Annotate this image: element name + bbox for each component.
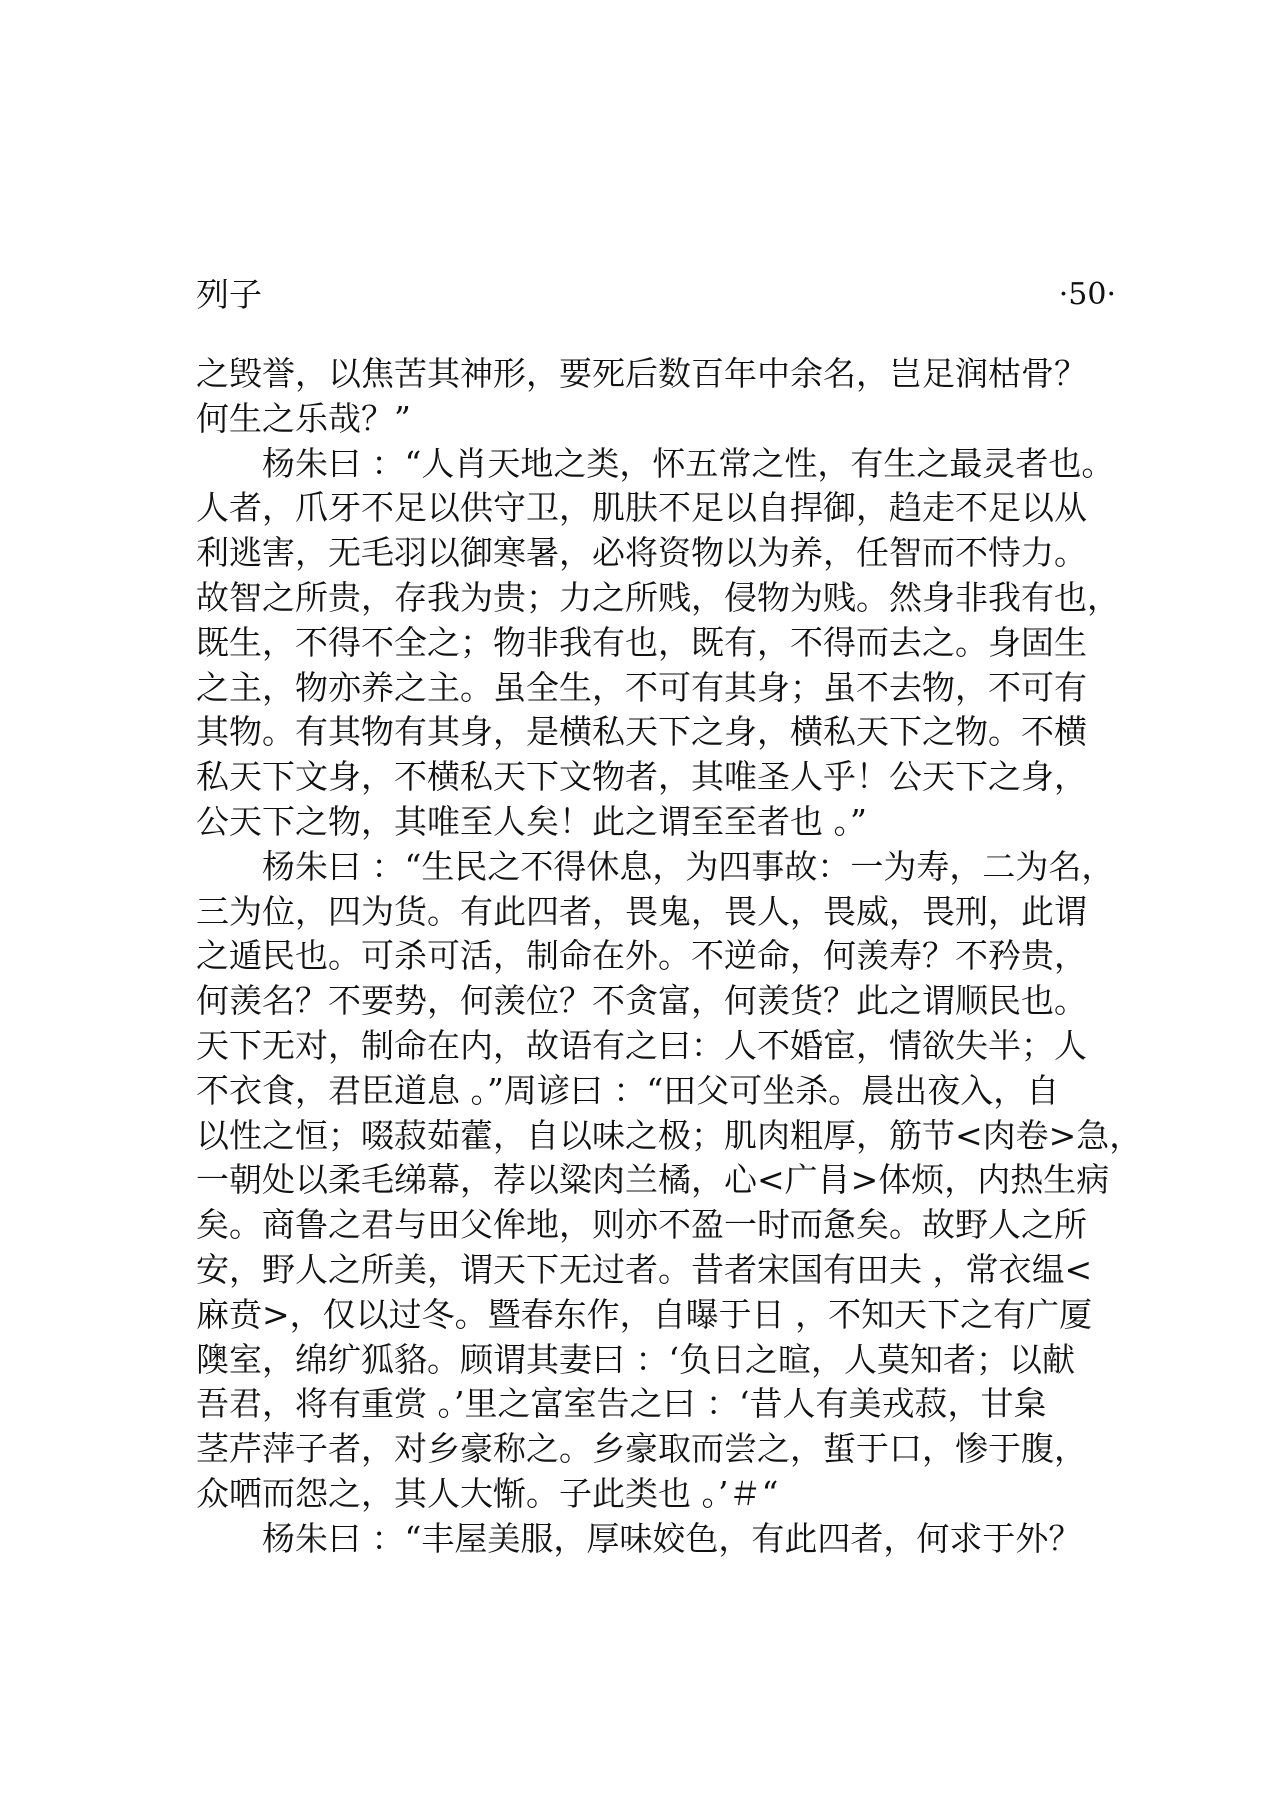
text-line: 众哂而怨之，其人大惭。子此类也 。’＃“: [196, 1473, 779, 1513]
text-line: 之遁民也。可杀可活，制命在外。不逆命，何羡寿？不矜贵，: [196, 936, 1087, 976]
text-line: 私天下文身，不横私天下文物者，其唯圣人乎！公天下之身，: [196, 757, 1087, 797]
text-line: 其物。有其物有其身，是横私天下之身，横私天下之物。不横: [196, 712, 1087, 752]
page-header: [196, 272, 1116, 318]
text-line: 安，野人之所美，谓天下无过者。昔者宋国有田夫 ，常衣缊<: [196, 1249, 1093, 1289]
book-title: 列子: [196, 275, 262, 314]
text-line: 人者，爪牙不足以供守卫，肌肤不足以自捍御，趋走不足以从: [196, 488, 1087, 528]
text-line: 麻贲>，仅以过冬。暨春东作，自曝于日 ，不知天下之有广厦: [196, 1294, 1093, 1334]
paragraph-start-line: 杨朱曰 ：“生民之不得休息，为四事故：一为寿，二为名，: [262, 846, 1115, 886]
text-line: 不衣食，君臣道息 。”周谚曰 ：“田父可坐杀。晨出夜入，自: [196, 1070, 1060, 1110]
text-line: 吾君，将有重赏 。’里之富室告之曰 ：‘昔人有美戎菽，甘枲: [196, 1384, 1047, 1424]
text-line: 矣。商鲁之君与田父侔地，则亦不盈一时而惫矣。故野人之所: [196, 1205, 1087, 1245]
text-line: 之毁誉，以焦苦其神形，要死后数百年中余名，岂足润枯骨？: [196, 354, 1087, 393]
text-line: 以性之恒；啜菽茹藿，自以味之极；肌肉粗厚，筋节<肉卷>急，: [196, 1115, 1143, 1155]
text-line: 之主，物亦养之主。虽全生，不可有其身；虽不去物，不可有: [196, 667, 1087, 707]
text-line: 一朝处以柔毛绨幕，荐以粱肉兰橘，心<广肙>体烦，内热生病: [196, 1160, 1110, 1200]
text-line: 利逃害，无毛羽以御寒暑，必将资物以为养，任智而不恃力。: [196, 533, 1087, 573]
text-line: 三为位，四为货。有此四者，畏鬼，畏人，畏威，畏刑，此谓: [196, 891, 1087, 931]
text-line: 既生，不得不全之；物非我有也，既有，不得而去之。身固生: [196, 622, 1087, 662]
paragraph-start-line: 杨朱曰 ：“丰屋美服，厚味姣色，有此四者，何求于外？: [262, 1518, 1082, 1558]
text-line: 故智之所贵，存我为贵；力之所贱，侵物为贱。然身非我有也，: [196, 577, 1120, 617]
text-line: 何生之乐哉？”: [196, 398, 411, 438]
body-text: [196, 352, 1143, 1562]
text-line: 茎芹萍子者，对乡豪称之。乡豪取而尝之，蜇于口，惨于腹，: [196, 1429, 1087, 1469]
text-line: 天下无对，制命在内，故语有之曰：人不婚宦，情欲失半；人: [196, 1025, 1087, 1065]
page-number: ·50·: [1058, 277, 1116, 312]
text-line: 隩室，绵纩狐貉。顾谓其妻曰 ：‘负日之暄，人莫知者；以献: [196, 1339, 1075, 1379]
paragraph-start-line: 杨朱曰 ：“人肖天地之类，怀五常之性，有生之最灵者也。: [262, 443, 1115, 483]
text-line: 公天下之物，其唯至人矣！此之谓至至者也 。”: [196, 801, 867, 841]
text-line: 何羡名？不要势，何羡位？不贪富，何羡货？此之谓顺民也。: [196, 981, 1087, 1021]
